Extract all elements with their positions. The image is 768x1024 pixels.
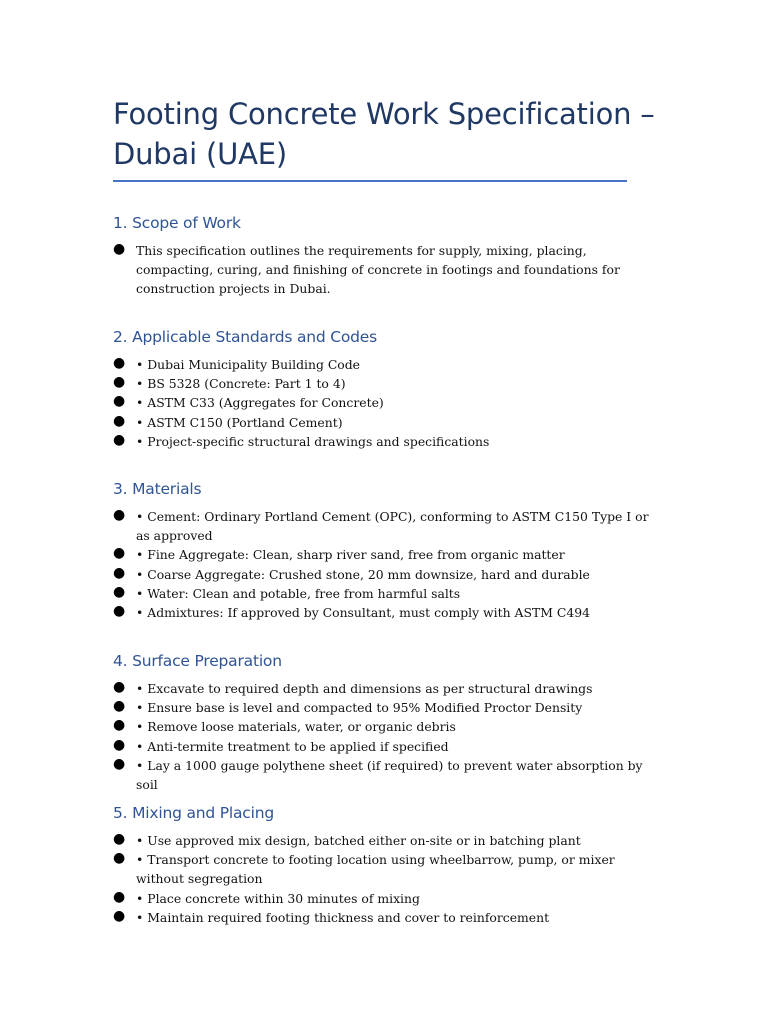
bullet-icon: ●: [113, 736, 126, 753]
bullet-icon: ●: [113, 717, 126, 734]
bullet-icon: ●: [113, 393, 126, 410]
section-heading: 4. Surface Preparation: [113, 652, 282, 670]
bullet-list: [113, 679, 653, 794]
list-item: ● • Dubai Municipality Building Code: [113, 355, 361, 372]
bullet-icon: ●: [113, 850, 126, 867]
bullet-list: [113, 241, 653, 299]
bullet-icon: ●: [113, 679, 126, 695]
list-item: ● • BS 5328 (Concrete: Part 1 to 4): [113, 374, 346, 392]
bullet-icon: ●: [113, 507, 126, 523]
title-underline: [113, 180, 627, 182]
section-heading: 2. Applicable Standards and Codes: [113, 328, 377, 346]
list-item: ● • Place concrete within 30 minutes of mixing: [113, 888, 420, 906]
bullet-icon: ●: [113, 907, 126, 924]
bullet-icon: ●: [113, 545, 126, 562]
list-item: ● • Ensure base is level and compacted to 95% Modified Proctor Density: [113, 698, 583, 716]
list-item: ● • Maintain required footing thickness and cover to reinforcement: [113, 907, 550, 925]
section-mixing-placing: [113, 803, 653, 927]
bullet-list: [113, 831, 653, 927]
section-scope-of-work: [113, 213, 653, 299]
list-item: ● • Use approved mix design, batched either on-site or in batching plant: [113, 831, 581, 848]
document-title: Footing Concrete Work Specification – Dubai (UAE): [113, 97, 655, 171]
list-item: ● • Water: Clean and potable, free from harmful salts: [113, 583, 461, 601]
bullet-icon: ●: [113, 698, 126, 715]
bullet-icon: ●: [113, 564, 126, 581]
bullet-icon: ●: [113, 831, 126, 847]
list-item: ● • Admixtures: If approved by Consultant, must comply with ASTM C494: [113, 603, 590, 621]
section-surface-preparation: [113, 651, 653, 794]
bullet-icon: ●: [113, 241, 126, 257]
list-item: ● This specification outlines the requirements for supply, mixing, placing, compacting, curing, and finishing of concrete in footings and foundations for construction projects in Dubai.: [113, 241, 620, 297]
bullet-list: [113, 355, 653, 451]
list-item: ● • ASTM C150 (Portland Cement): [113, 412, 343, 430]
bullet-icon: ●: [113, 431, 126, 448]
list-item: ● • ASTM C33 (Aggregates for Concrete): [113, 393, 384, 411]
bullet-list: [113, 507, 653, 622]
list-item: ● • Remove loose materials, water, or organic debris: [113, 717, 456, 735]
section-heading: 1. Scope of Work: [113, 214, 241, 232]
bullet-icon: ●: [113, 583, 126, 600]
bullet-icon: ●: [113, 888, 126, 905]
list-item: ● • Cement: Ordinary Portland Cement (OPC), conforming to ASTM C150 Type I or as approved: [113, 507, 649, 544]
bullet-icon: ●: [113, 755, 126, 772]
section-materials: [113, 479, 653, 622]
bullet-icon: ●: [113, 412, 126, 429]
list-item: ● • Excavate to required depth and dimensions as per structural drawings: [113, 679, 593, 696]
section-standards-codes: [113, 327, 653, 451]
section-heading: 5. Mixing and Placing: [113, 804, 274, 822]
bullet-icon: ●: [113, 355, 126, 371]
bullet-icon: ●: [113, 603, 126, 620]
list-item: ● • Lay a 1000 gauge polythene sheet (if required) to prevent water absorption by soil: [113, 755, 643, 793]
list-item: ● • Fine Aggregate: Clean, sharp river sand, free from organic matter: [113, 545, 565, 563]
section-heading: 3. Materials: [113, 480, 202, 498]
bullet-icon: ●: [113, 374, 126, 391]
list-item: ● • Coarse Aggregate: Crushed stone, 20 mm downsize, hard and durable: [113, 564, 590, 582]
list-item: ● • Transport concrete to footing location using wheelbarrow, pump, or mixer without segregation: [113, 850, 615, 887]
list-item: ● • Anti-termite treatment to be applied if specified: [113, 736, 449, 754]
list-item: ● • Project-specific structural drawings and specifications: [113, 431, 490, 449]
